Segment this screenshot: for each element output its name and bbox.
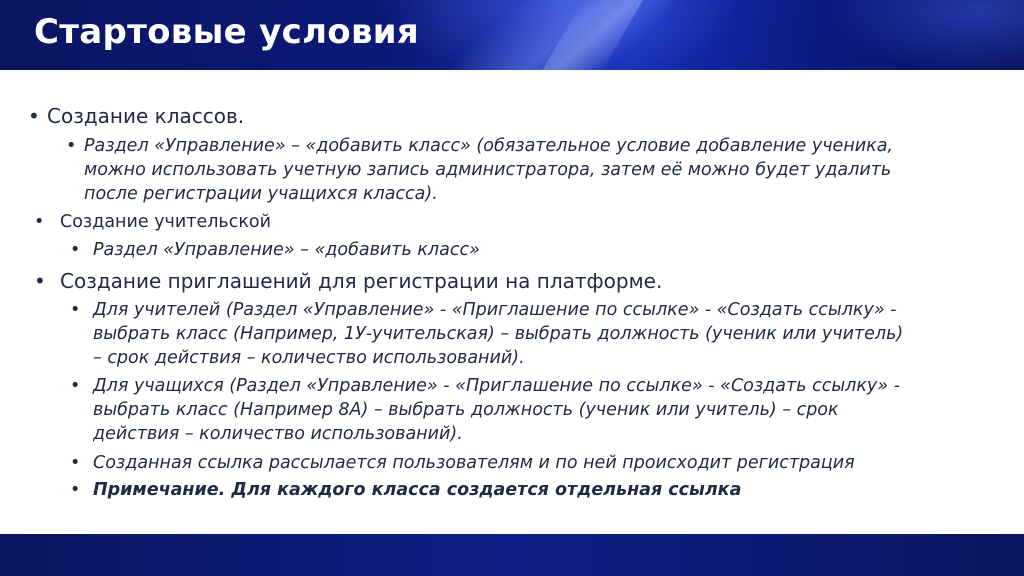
bullet-create-teachers-room: Создание учительской xyxy=(60,212,271,232)
sub-bullet-marker: • xyxy=(70,453,81,473)
sub-item-students-line2: выбрать класс (Например 8А) – выбрать должность (ученик или учитель) – срок xyxy=(93,400,839,420)
sub-item-add-class-line3: после регистрации учащихся класса). xyxy=(84,184,438,204)
sub-bullet-marker: • xyxy=(66,136,77,156)
bullet-marker: • xyxy=(34,269,46,293)
sub-item-link-distribution: Созданная ссылка рассылается пользователям и по ней происходит регистрация xyxy=(93,453,855,473)
sub-item-add-class-line1: Раздел «Управление» – «добавить класс» (обязательное условие добавление ученика, xyxy=(84,136,893,156)
sub-item-students-line1: Для учащихся (Раздел «Управление» - «Приглашение по ссылке» - «Создать ссылку» - xyxy=(93,376,900,396)
sub-item-teachers-line1: Для учителей (Раздел «Управление» - «Приглашение по ссылке» - «Создать ссылку» - xyxy=(93,300,897,320)
sub-item-add-class: Раздел «Управление» – «добавить класс» xyxy=(93,240,480,260)
sub-bullet-marker: • xyxy=(70,300,81,320)
slide-footer-band xyxy=(0,534,1024,576)
bullet-marker: • xyxy=(28,104,40,128)
sub-bullet-marker: • xyxy=(70,240,81,260)
bullet-create-classes: Создание классов. xyxy=(47,104,245,128)
sub-bullet-marker: • xyxy=(70,376,81,396)
sub-item-note: Примечание. Для каждого класса создается отдельная ссылка xyxy=(93,480,742,500)
sub-item-teachers-line2: выбрать класс (Например, 1У-учительская) – выбрать должность (ученик или учитель) xyxy=(93,324,904,344)
sub-item-students-line3: действия – количество использований). xyxy=(93,424,463,444)
sub-item-add-class-line2: можно использовать учетную запись администратора, затем её можно будет удалить xyxy=(84,160,892,180)
slide-header xyxy=(0,0,1024,70)
slide-title: Стартовые условия xyxy=(34,12,420,52)
sub-bullet-marker: • xyxy=(70,480,81,500)
bullet-marker: • xyxy=(34,212,45,232)
sub-item-teachers-line3: – срок действия – количество использований). xyxy=(93,348,525,368)
bullet-create-invitations: Создание приглашений для регистрации на платформе. xyxy=(60,269,663,293)
